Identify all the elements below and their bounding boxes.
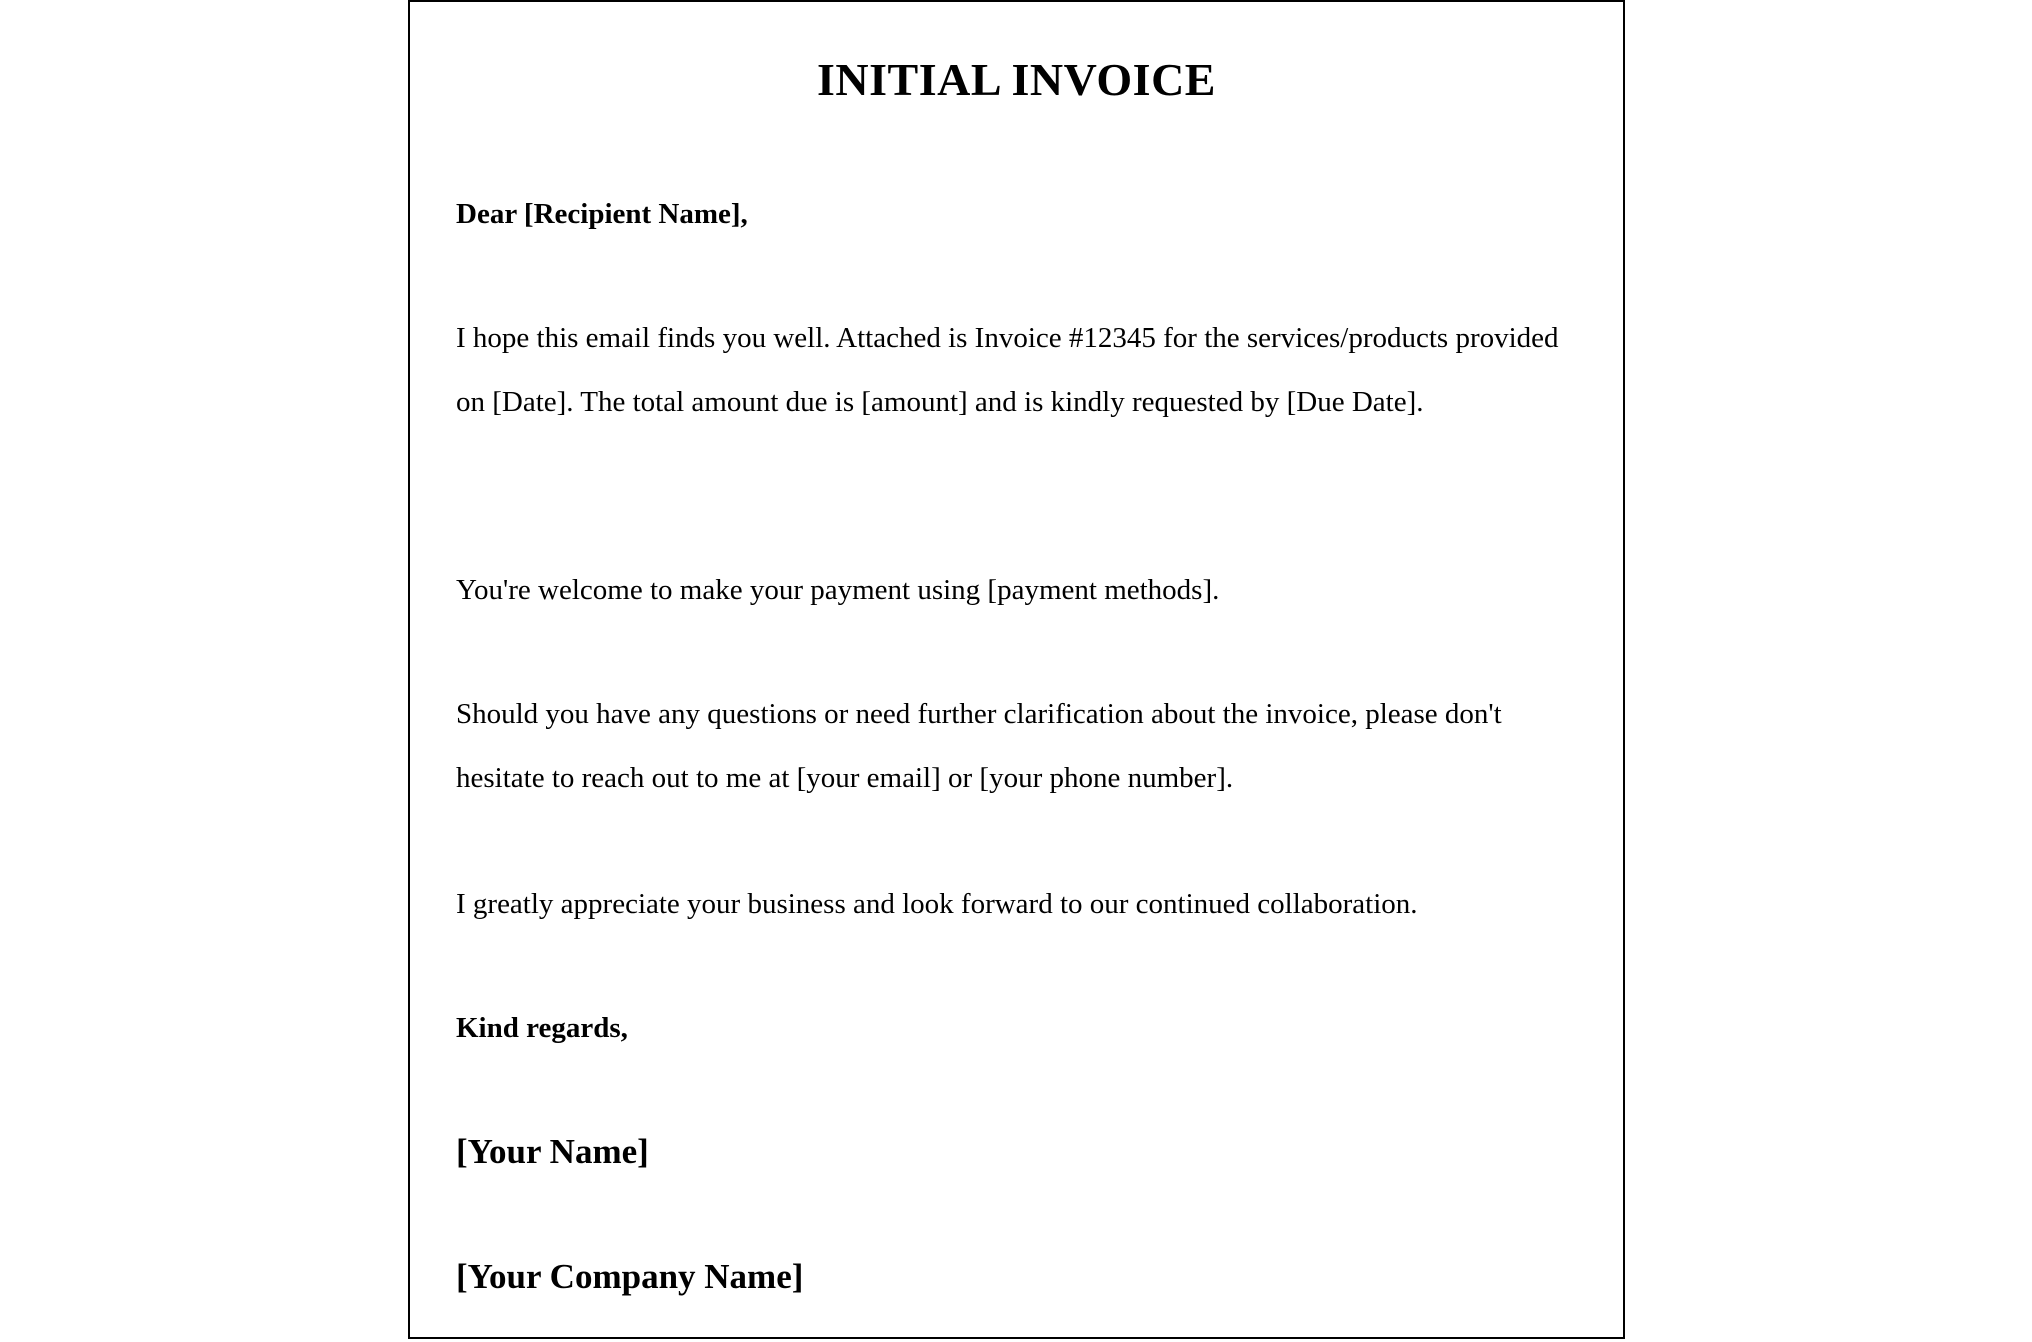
greeting: Dear [Recipient Name], [456,198,748,230]
invoice-document [408,0,1625,1339]
closing: Kind regards, [456,1012,628,1044]
paragraph-payment-methods: You're welcome to make your payment using [payment methods]. [456,574,1220,606]
paragraph-questions: Should you have any questions or need further clarification about the invoice, please don't hesitate to reach out to me at [your email] or [your phone number]. [456,698,1502,794]
sender-name: [Your Name] [456,1132,649,1171]
document-title: INITIAL INVOICE [817,54,1216,105]
paragraph-invoice-details: I hope this email finds you well. Attached is Invoice #12345 for the services/products provided on [Date]. The total amount due is [amount] and is kindly requested by [Due Date]. [456,322,1559,418]
paragraph-appreciation: I greatly appreciate your business and look forward to our continued collaboration. [456,888,1418,920]
company-name: [Your Company Name] [456,1257,804,1296]
